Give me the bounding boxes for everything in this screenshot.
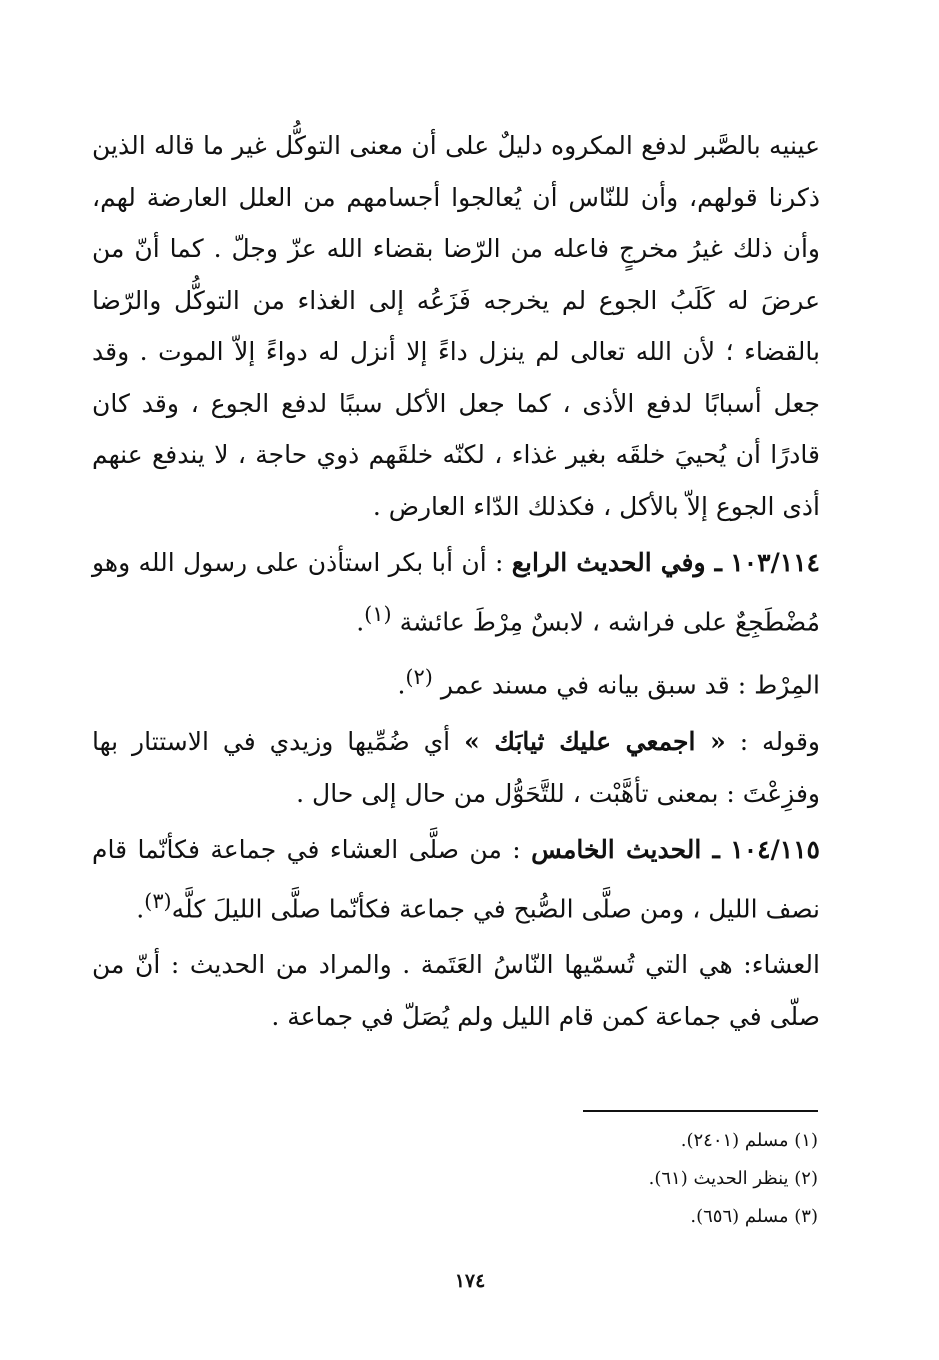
hadith-heading: ـ الحديث الخامس [531,835,720,865]
mirt-paragraph: المِرْط : قد سبق بيانه في مسند عمر $^{(٢)}$. [397,665,820,700]
footnote: (٢) ينظر الحديث (٦١). [648,1168,818,1189]
footnote: (١) مسلم (٢٤٠١). [680,1130,818,1151]
main-text [92,120,820,1042]
footnote: (٣) مسلم (٦٥٦). [690,1206,818,1227]
hadith-text: : من صلَّى العشاء في جماعة فكأنّما قام نصف الليل ، ومن صلَّى الصُّبح في جماعة فكأنّما صلَّى الليلَ كلَّه [92,835,820,923]
quoted-phrase: « اجمعي عليك ثيابَك » [464,727,726,757]
hadith-number: ١٠٣/١١٤ [730,548,820,577]
paragraph-text: العشاء: هي التي تُسمّيها النّاسُ العَتَمة . والمراد من الحديث : أنّ من صلّى في جماعة كمن قام الليل ولم يُصَلّ في جماعة . [92,950,820,1031]
hadith-4-paragraph: ١٠٣/١١٤ ـ وفي الحديث الرابع : أن أبا بكر استأذن على رسول الله وهو مُضْطَجِعٌ على فراشه ، لابسٌ مِرْطَ عائشة $^{(١)}$. [92,548,820,636]
hadith-5-paragraph: ١٠٤/١١٥ ـ الحديث الخامس : من صلَّى العشاء في جماعة فكأنّما قام نصف الليل ، ومن صلَّى الصُّبح في جماعة فكأنّما صلَّى الليلَ كلَّه$^{(٣)}$. [92,835,820,923]
qawluhu-paragraph [92,716,820,819]
hadith-heading: ـ وفي الحديث الرابع [511,548,722,577]
footnote-divider [583,1110,818,1112]
paragraph-text: أي ضُمِّيها وزيدي في الاستتار بها وفزِعْتَ : بمعنى تأهَّبْت ، للتَّحَوُّل من حال إلى حال . [92,727,820,808]
footnote-marker: (٣) [144,888,172,913]
footnote-marker: (١) [364,601,392,626]
hadith-number: ١٠٤/١١٥ [730,835,820,865]
footnotes [500,1122,818,1236]
paragraph-tawakkul [92,120,820,532]
footnote-marker: (٢) [405,665,433,690]
isha-paragraph [92,939,820,1042]
hadith-text: : أن أبا بكر استأذن على رسول الله وهو مُضْطَجِعٌ على فراشه ، لابسٌ مِرْطَ عائشة [92,548,820,636]
paragraph-text: وقوله : [739,727,820,757]
paragraph-text: المِرْط : قد سبق بيانه في مسند عمر [440,670,820,700]
paragraph-text: عينيه بالصَّبر لدفع المكروه دليلٌ على أن معنى التوكُّل غير ما قاله الذين ذكرنا قولهم، وأن للنّاس أن يُعالجوا أجسامهم من العلل العارضة لهم، وأن ذلك غيرُ مخرجٍ فاعله من الرّضا بقضاء الله عزّ وجلّ . كما أنّ من عرضَ له كَلَبُ الجوع لم يخرجه فَزَعُه إلى الغذاء من التوكُّل والرّضا بالقضاء ؛ لأن الله تعالى لم ينزل داءً إلا أنزل له دواءً إلاّ الموت . وقد جعل أسبابًا لدفع الأذى ، كما جعل الأكل سببًا لدفع الجوع ، وقد كان قادرًا أن يُحييَ خلقَه بغير غذاء ، لكنّه خلقَهم ذوي حاجة ، لا يندفع عنهم أذى الجوع إلاّ بالأكل ، فكذلك الدّاء العارض . [92,131,820,521]
page-number: ١٧٤ [454,1270,486,1292]
